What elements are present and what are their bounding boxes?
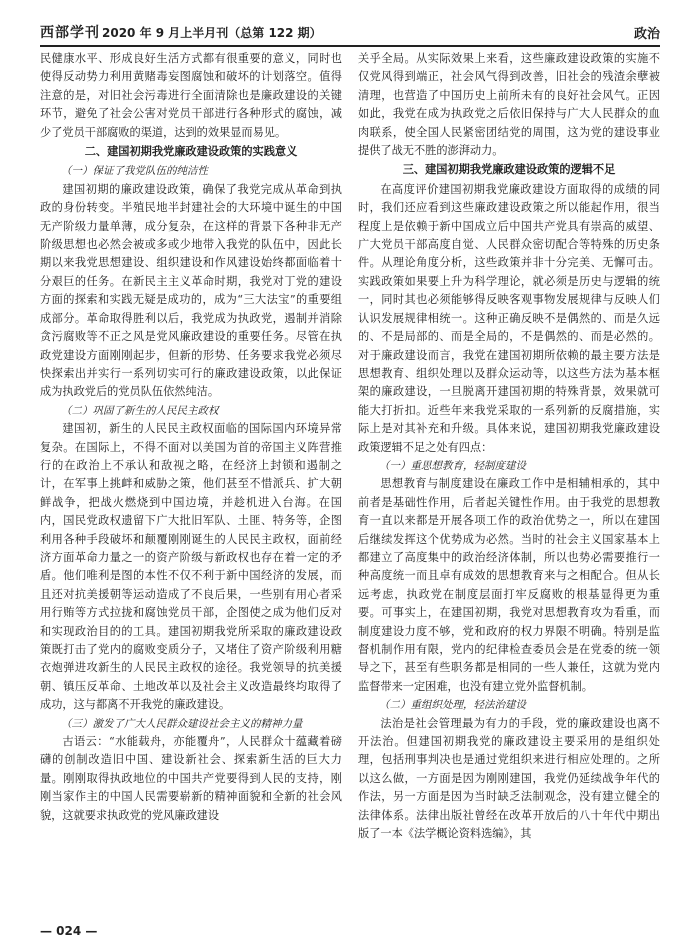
journal-name: 西部学刊 (40, 25, 100, 41)
article-body (40, 50, 660, 910)
paragraph: 建国初期的廉政建设政策，确保了我党完成从革命到执政的身份转变。半殖民地半封建社会的大环境中诞生的中国无产阶级力量单薄，成分复杂，在这样的背景下各种非无产阶级思想也必然会被或多或少地带入我党的队伍中，因此长期以来我党思想建设、组织建设和作风建设始终都面临着十分艰巨的任务。在新民主主义革命时期，我党对丁党的建设方面的探索和实践无疑是成功的，成为“三大法宝”的重要组成部分。革命取得胜利以后，我党成为执政党，遏制并消除贪污腐败等不正之风是党风廉政建设的重要任务。尽管在执政党建设方面刚刚起步，但新的形势、任务要求我党必须尽快探索出并实行一系列切实可行的廉政建设政策，以此保证成为执政党后的党员队伍依然纯洁。 (40, 182, 342, 399)
right-column (358, 50, 660, 910)
subsection-heading: （二）重组织处理，轻法治建设 (379, 699, 526, 712)
paragraph: 民健康水平、形成良好生活方式都有很重要的意义，同时也使得反动势力利用黄赌毒妄图腐蚀和破坏的计划落空。值得注意的是，对旧社会污毒进行全面清除也是廉政建设的关键环节，避免了社会公害对党员干部进行各种形式的腐蚀，减少了党员干部腐败的渠道，达到的效果显而易见。 (40, 52, 342, 139)
section-label: 政治 (633, 27, 660, 42)
subsection-heading: （二）巩固了新生的人民民主政权 (61, 404, 219, 417)
subsection-heading: （一）重思想教育，轻制度建设 (379, 459, 526, 472)
paragraph: 古语云：“水能载舟，亦能覆舟”，人民群众十蕴藏着磅礴的创制改造旧中国、建设新社会、探索新生活的巨大力量。刚刚取得执政地位的中国共产党要得到人民的支持，刚刚当家作主的中国人民需要崭新的精神面貌和全新的社会风貌，这就要求执政党的党风廉政建设 (40, 735, 342, 822)
header-left (40, 22, 322, 42)
paragraph: 在高度评价建国初期我党廉政建设方面取得的成绩的同时，我们还应看到这些廉政建设政策之所以能起作用，很当程度上是依赖于新中国成立后中国共产党具有崇高的威望、广大党员干部高度自觉、人民群众密切配合等特殊的历史条件。从理论角度分析，这些政策并非十分完美、无懈可击。实践政策如果要上升为科学理论，就必须是历史与逻辑的统一，同时其也必须能够得反映客观事物发展规律与反映人们认识发展规律相统一。这种正确反映不是偶然的、而是久远的、不是局部的、而是全局的，不是偶然的、而是必然的。对于廉政建设而言，我党在建国初期所依赖的最主要方法是思想教育、组织处理以及群众运动等，以这些方法为基本框架的廉政建设，一旦脱离开建国初期的特殊背景，效果就可能大打折扣。近些年来我党采取的一系列新的反腐措施，实际上是对其补充和升级。具体来说，建国初期我党廉政建设政策逻辑不足之处有四点： (358, 182, 660, 454)
section-heading: 二、建国初期我党廉政建设政策的实践意义 (84, 145, 298, 159)
subsection-heading: （三）激发了广大人民群众建设社会主义的精神力量 (61, 717, 303, 730)
paragraph: 法治是社会管理最为有力的手段，党的廉政建设也离不开法治。但建国初期我党的廉政建设主要采用的是组织处理，包括刑事判决也是通过党组织来进行相应处理的。之所以这么做，一方面是因为刚刚建国，我党仍延续战争年代的作法，另一方面是因为当时缺乏法制观念，没有建立健全的法律体系。法律出版社曾经在改革开放后的八十年代中期出版了一本《法学概论资料选编》，其 (358, 716, 660, 841)
paragraph: 建国初，新生的人民民主政权面临的国际国内环境异常复杂。在国际上，不得不面对以美国为首的帝国主义阵营推行的在政治上不承认和敌视之略，在经济上封锁和遏制之计，在军事上挑衅和威胁之策，他们甚至不惜派兵、扩大朝鲜战争，把战火燃烧到中国边境，并趁机进入台海。在国内，国民党政权遗留下广大批旧军队、土匪、特务等，企图利用各种手段破坏和颠覆刚刚诞生的人民民主政权，面前经济方面革命力量之一的资产阶级与新政权也存在着一定的矛盾。他们唯利是图的本性不仅不利于新中国经济的发展，而且还对抗美援朝等运动造成了不良后果，一些别有用心者采用行贿等方式拉拢和腐蚀党员干部，企图使之成为他们反对和实现政治目的的工具。建国初期我党所采取的廉政建设政策既打击了党内的腐败变质分子，又堵住了资产阶级利用糖衣炮弹进攻新生的人民民主政权的途径。我党领导的抗美援朝、镇压反革命、土地改革以及社会主义改造最终均取得了成功，这与都离不开我党的廉政建设。 (40, 422, 342, 712)
page-number: — 024 — (40, 924, 98, 938)
page-header (40, 14, 660, 47)
left-column (40, 50, 342, 910)
paragraph: 思想教育与制度建设在廉政工作中是相辅相承的，其中前者是基础性作用，后者起关键性作用。由于我党的思想教育一直以来都是开展各项工作的政治优势之一，所以在建国后继续发挥这个优势成为必然。当时的社会主义国家基本上都建立了高度集中的政治经济体制，所以也势必需要推行一种高度统一而且卓有成效的思想教育来与之相配合。但从长远考虑，执政党在制度层面打牢反腐败的根基显得更为重要。可事实上，在建国初期，我党对思想教育攻为看重，而制度建设力度不够，党和政府的权力界限不明确。特别是监督机制作用有限，党内的纪律检查委员会是在党委的统一领导之下，甚至有些职务都是相同的一些人兼任，这就为党内监督带来一定困难，也没有建立党外监督机制。 (358, 477, 660, 693)
paragraph: 关乎全局。从实际效果上来看，这些廉政建设政策的实施不仅党风得到端正，社会风气得到改善，旧社会的残渣余孽被清理，也营造了中国历史上前所未有的良好社会风气。正因如此，我党在成为执政党之后依旧保持与广大人民群众的血肉联系，使全国人民紧密团结党的周围，这为党的建设事业提供了战无不胜的澎湃动力。 (358, 52, 660, 158)
issue-info: 2020 年 9 月上半月刊（总第 122 期） (102, 26, 322, 40)
subsection-heading: （一）保证了我党队伍的纯洁性 (61, 165, 208, 178)
section-heading: 三、建国初期我党廉政建设政策的逻辑不足 (402, 163, 616, 177)
